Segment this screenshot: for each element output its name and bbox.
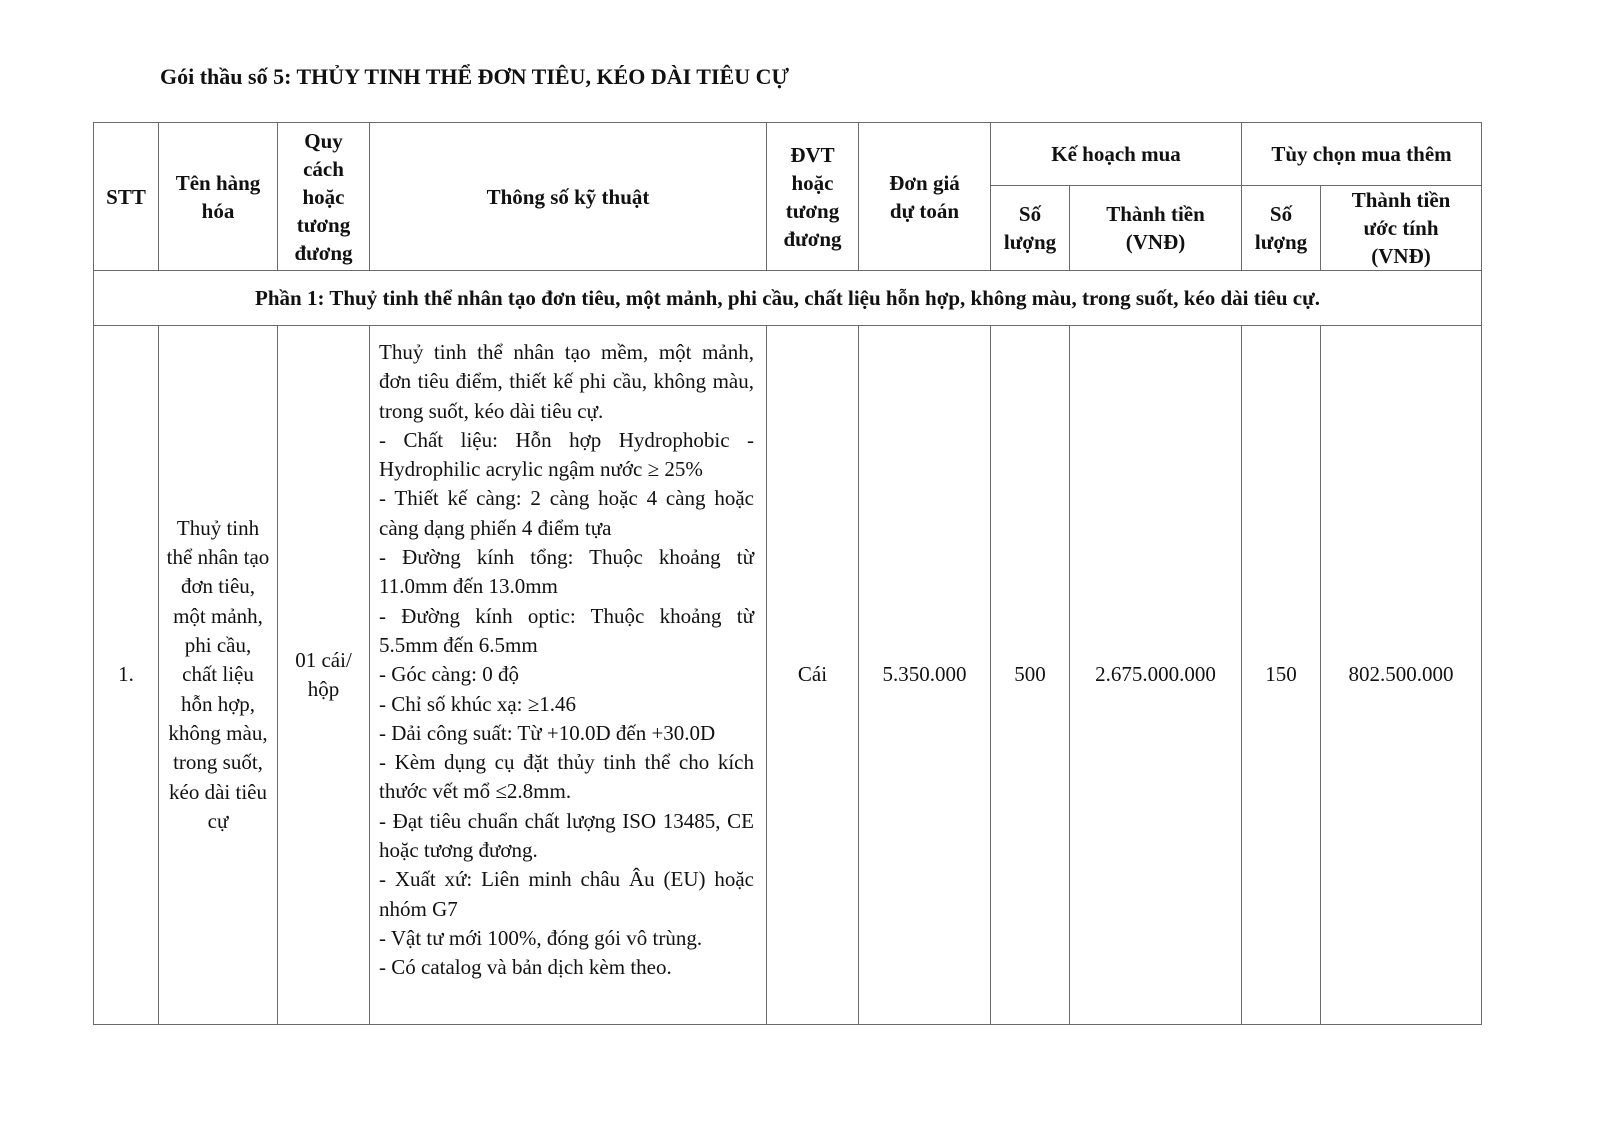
bid-package-table: [93, 122, 1482, 1025]
section-title: Phần 1: Thuỷ tinh thể nhân tạo đơn tiêu, một mảnh, phi cầu, chất liệu hỗn hợp, không màu, trong suốt, kéo dài tiêu cự.: [94, 271, 1482, 326]
section-row: [94, 271, 1482, 326]
cell-unit-price: 5.350.000: [859, 326, 991, 1025]
spec-line: - Vật tư mới 100%, đóng gói vô trùng.: [379, 925, 703, 950]
header-plan-amount: Thành tiền (VNĐ): [1070, 186, 1242, 271]
spec-line: - Đường kính tổng: Thuộc khoảng từ 11.0mm đến 13.0mm: [379, 545, 754, 599]
spec-line: - Xuất xứ: Liên minh châu Âu (EU) hoặc nhóm G7: [379, 867, 754, 921]
header-extra-qty: Số lượng: [1242, 186, 1321, 271]
spec-line: - Chất liệu: Hỗn hợp Hydrophobic - Hydrophilic acrylic ngậm nước ≥ 25%: [379, 427, 754, 482]
cell-unit: Cái: [767, 326, 859, 1025]
header-extra-amount: Thành tiền ước tính (VNĐ): [1321, 186, 1482, 271]
cell-spec-format: 01 cái/ hộp: [278, 326, 370, 1025]
header-purchase-plan: Kế hoạch mua: [991, 123, 1242, 186]
header-technical: Thông số kỹ thuật: [370, 123, 767, 271]
spec-line: - Kèm dụng cụ đặt thủy tinh thể cho kích thước vết mổ ≤2.8mm.: [379, 750, 754, 804]
table-row: [94, 326, 1482, 1025]
header-extra-option: Tùy chọn mua thêm: [1242, 123, 1482, 186]
cell-plan-qty: 500: [991, 326, 1070, 1025]
spec-line: - Dải công suất: Từ +10.0D đến +30.0D: [379, 720, 716, 745]
document-title: Gói thầu số 5: THỦY TINH THỂ ĐƠN TIÊU, KÉO DÀI TIÊU CỰ: [160, 64, 789, 89]
cell-extra-qty: 150: [1242, 326, 1321, 1025]
cell-plan-amount: 2.675.000.000: [1070, 326, 1242, 1025]
spec-line: - Góc càng: 0 độ: [379, 662, 519, 687]
cell-stt: 1.: [94, 326, 159, 1025]
header-unit-price: Đơn giá dự toán: [859, 123, 991, 271]
spec-line: Thuỷ tinh thể nhân tạo mềm, một mảnh, đơn tiêu điểm, thiết kế phi cầu, không màu, trong suốt, kéo dài tiêu cự.: [379, 340, 754, 423]
spec-line: - Có catalog và bản dịch kèm theo.: [379, 955, 672, 980]
spec-line: - Đường kính optic: Thuộc khoảng từ 5.5mm đến 6.5mm: [379, 603, 754, 657]
header-spec-format: Quy cách hoặc tương đương: [278, 123, 370, 271]
cell-extra-amount: 802.500.000: [1321, 326, 1482, 1025]
header-plan-qty: Số lượng: [991, 186, 1070, 271]
cell-technical: [370, 326, 767, 1025]
spec-line: - Đạt tiêu chuẩn chất lượng ISO 13485, CE hoặc tương đương.: [379, 808, 754, 863]
spec-line: - Thiết kế càng: 2 càng hoặc 4 càng hoặc càng dạng phiến 4 điểm tựa: [379, 486, 754, 540]
header-name: Tên hàng hóa: [159, 123, 278, 271]
header-row-top: [94, 123, 1482, 186]
cell-name: Thuỷ tinh thể nhân tạo đơn tiêu, một mảnh, phi cầu, chất liệu hỗn hợp, không màu, trong suốt, kéo dài tiêu cự: [159, 326, 278, 1025]
header-stt: STT: [94, 123, 159, 271]
spec-line: - Chỉ số khúc xạ: ≥1.46: [379, 691, 577, 716]
header-unit: ĐVT hoặc tương đương: [767, 123, 859, 271]
